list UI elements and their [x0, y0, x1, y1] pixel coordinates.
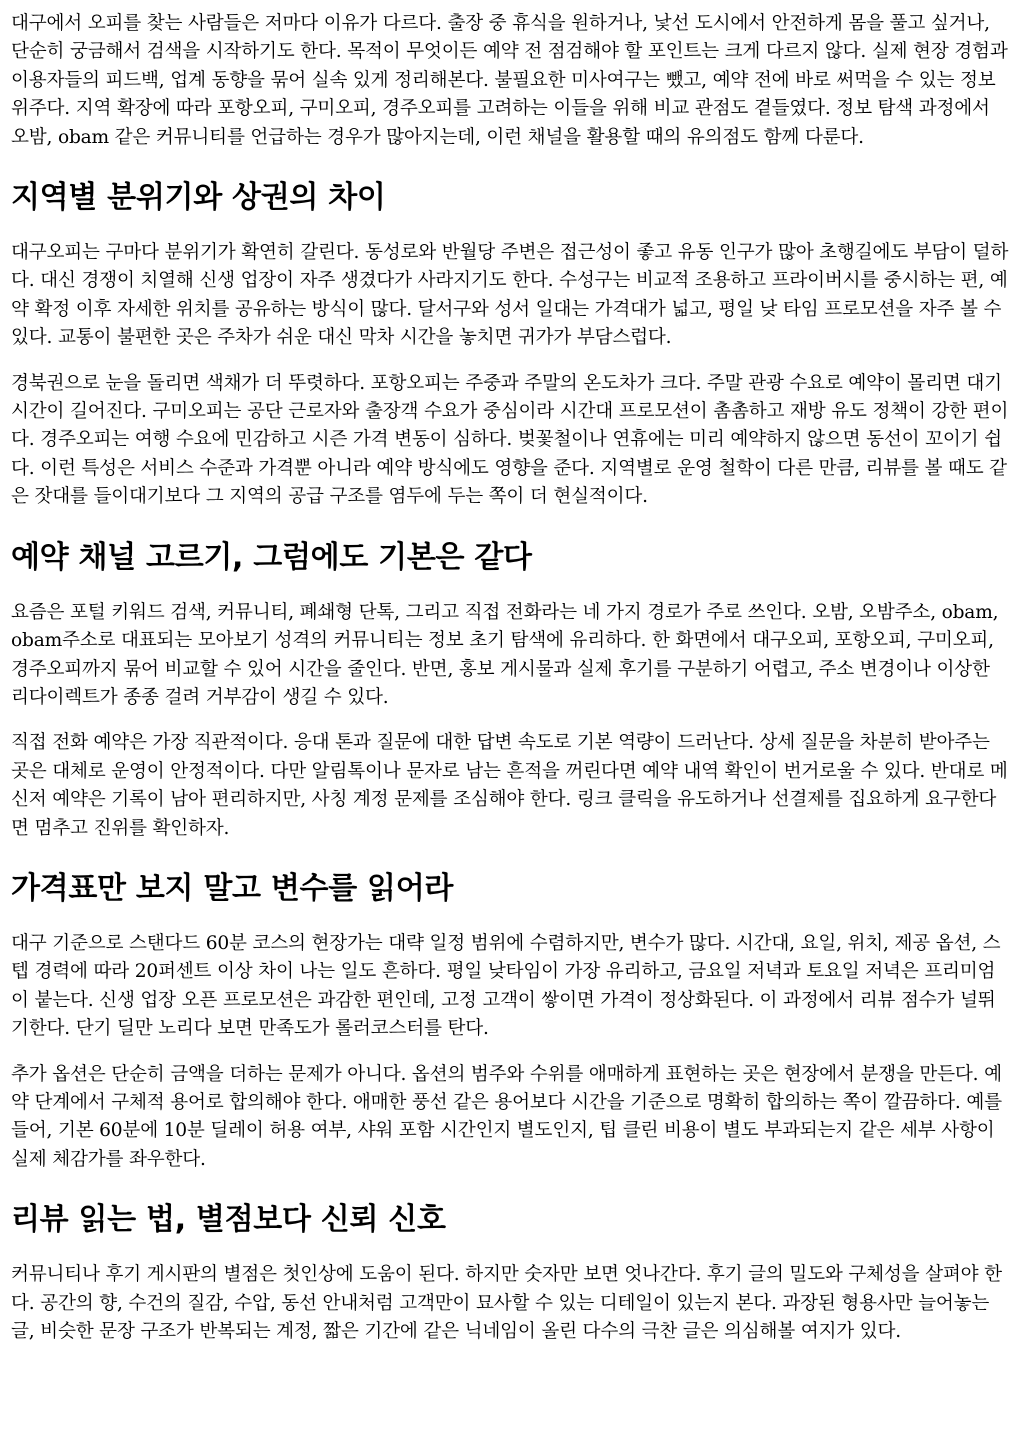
- paragraph: 직접 전화 예약은 가장 직관적이다. 응대 톤과 질문에 대한 답변 속도로 기본 역량이 드러난다. 상세 질문을 차분히 받아주는 곳은 대체로 운영이 안정적이다. 다만 알림톡이나 문자로 남는 흔적을 꺼린다면 예약 내역 확인이 번거로울 수 있다. 반대로 메신저 예약은 기록이 남아 편리하지만, 사칭 계정 문제를 조심해야 한다. 링크 클릭을 유도하거나 선결제를 집요하게 요구한다면 멈추고 진위를 확인하자.: [11, 732, 1008, 839]
- paragraph: 추가 옵션은 단순히 금액을 더하는 문제가 아니다. 옵션의 범주와 수위를 애매하게 표현하는 곳은 현장에서 분쟁을 만든다. 예약 단계에서 구체적 용어로 합의해야 한다. 애매한 풍선 같은 용어보다 시간을 기준으로 명확히 합의하는 쪽이 깔끔하다. 예를 들어, 기본 60분에 10분 딜레이 허용 여부, 샤워 포함 시간인지 별도인지, 팁 클린 비용이 별도 부과되는지 같은 세부 사항이 실제 체감가를 좌우한다.: [11, 1063, 1002, 1170]
- section-heading-regions: 지역별 분위기와 상권의 차이: [11, 180, 386, 216]
- section-heading-booking-channels: 예약 채널 고르기, 그럼에도 기본은 같다: [11, 539, 532, 575]
- paragraph: 대구오피는 구마다 분위기가 확연히 갈린다. 동성로와 반월당 주변은 접근성이 좋고 유동 인구가 많아 초행길에도 부담이 덜하다. 대신 경쟁이 치열해 신생 업장이 자주 생겼다가 사라지기도 한다. 수성구는 비교적 조용하고 프라이버시를 중시하는 편, 예약 확정 이후 자세한 위치를 공유하는 방식이 많다. 달서구와 성서 일대는 가격대가 넓고, 평일 낮 타임 프로모션을 자주 볼 수 있다. 교통이 불편한 곳은 주차가 쉬운 대신 막차 시간을 놓치면 귀가가 부담스럽다.: [11, 242, 1009, 349]
- paragraph: 커뮤니티나 후기 게시판의 별점은 첫인상에 도움이 된다. 하지만 숫자만 보면 엇나간다. 후기 글의 밀도와 구체성을 살펴야 한다. 공간의 향, 수건의 질감, 수압, 동선 안내처럼 고객만이 묘사할 수 있는 디테일이 있는지 본다. 과장된 형용사만 늘어놓는 글, 비슷한 문장 구조가 반복되는 계정, 짧은 기간에 같은 닉네임이 올린 다수의 극찬 글은 의심해볼 여지가 있다.: [11, 1264, 1002, 1342]
- paragraph: 경북권으로 눈을 돌리면 색채가 더 뚜렷하다. 포항오피는 주중과 주말의 온도차가 크다. 주말 관광 수요로 예약이 몰리면 대기 시간이 길어진다. 구미오피는 공단 근로자와 출장객 수요가 중심이라 시간대 프로모션이 촘촘하고 재방 유도 정책이 강한 편이다. 경주오피는 여행 수요에 민감하고 시즌 가격 변동이 심하다. 벚꽃철이나 연휴에는 미리 예약하지 않으면 동선이 꼬이기 쉽다. 이런 특성은 서비스 수준과 가격뿐 아니라 예약 방식에도 영향을 준다. 지역별로 운영 철학이 다른 만큼, 리뷰를 볼 때도 같은 잣대를 들이대기보다 그 지역의 공급 구조를 염두에 두는 쪽이 더 현실적이다.: [11, 372, 1009, 508]
- section-heading-reviews: 리뷰 읽는 법, 별점보다 신뢰 신호: [11, 1202, 446, 1238]
- paragraph: 요즘은 포털 키워드 검색, 커뮤니티, 폐쇄형 단톡, 그리고 직접 전화라는 네 가지 경로가 주로 쓰인다. 오밤, 오밤주소, obam, obam주소로 대표되는 모아보기 성격의 커뮤니티는 정보 초기 탐색에 유리하다. 한 화면에서 대구오피, 포항오피, 구미오피, 경주오피까지 묶어 비교할 수 있어 시간을 줄인다. 반면, 홍보 게시물과 실제 후기를 구분하기 어렵고, 주소 변경이나 이상한 리다이렉트가 종종 걸려 거부감이 생길 수 있다.: [11, 601, 999, 708]
- intro-paragraph: 대구에서 오피를 찾는 사람들은 저마다 이유가 다르다. 출장 중 휴식을 원하거나, 낯선 도시에서 안전하게 몸을 풀고 싶거나, 단순히 궁금해서 검색을 시작하기도 한다. 목적이 무엇이든 예약 전 점검해야 할 포인트는 크게 다르지 않다. 실제 현장 경험과 이용자들의 피드백, 업계 동향을 묶어 실속 있게 정리해본다. 불필요한 미사여구는 뺐고, 예약 전에 바로 써먹을 수 있는 정보 위주다. 지역 확장에 따라 포항오피, 구미오피, 경주오피를 고려하는 이들을 위해 비교 관점도 곁들였다. 정보 탐색 과정에서 오밤, obam 같은 커뮤니티를 언급하는 경우가 많아지는데, 이런 채널을 활용할 때의 유의점도 함께 다룬다.: [11, 13, 1008, 148]
- section-heading-pricing: 가격표만 보지 말고 변수를 읽어라: [11, 870, 454, 906]
- paragraph: 대구 기준으로 스탠다드 60분 코스의 현장가는 대략 일정 범위에 수렴하지만, 변수가 많다. 시간대, 요일, 위치, 제공 옵션, 스텝 경력에 따라 20퍼센트 이상 차이 나는 일도 흔하다. 평일 낮타임이 가장 유리하고, 금요일 저녁과 토요일 저녁은 프리미엄이 붙는다. 신생 업장 오픈 프로모션은 과감한 편인데, 고정 고객이 쌓이면 가격이 정상화된다. 이 과정에서 리뷰 점수가 널뛰기한다. 단기 딜만 노리다 보면 만족도가 롤러코스터를 탄다.: [11, 932, 1001, 1040]
